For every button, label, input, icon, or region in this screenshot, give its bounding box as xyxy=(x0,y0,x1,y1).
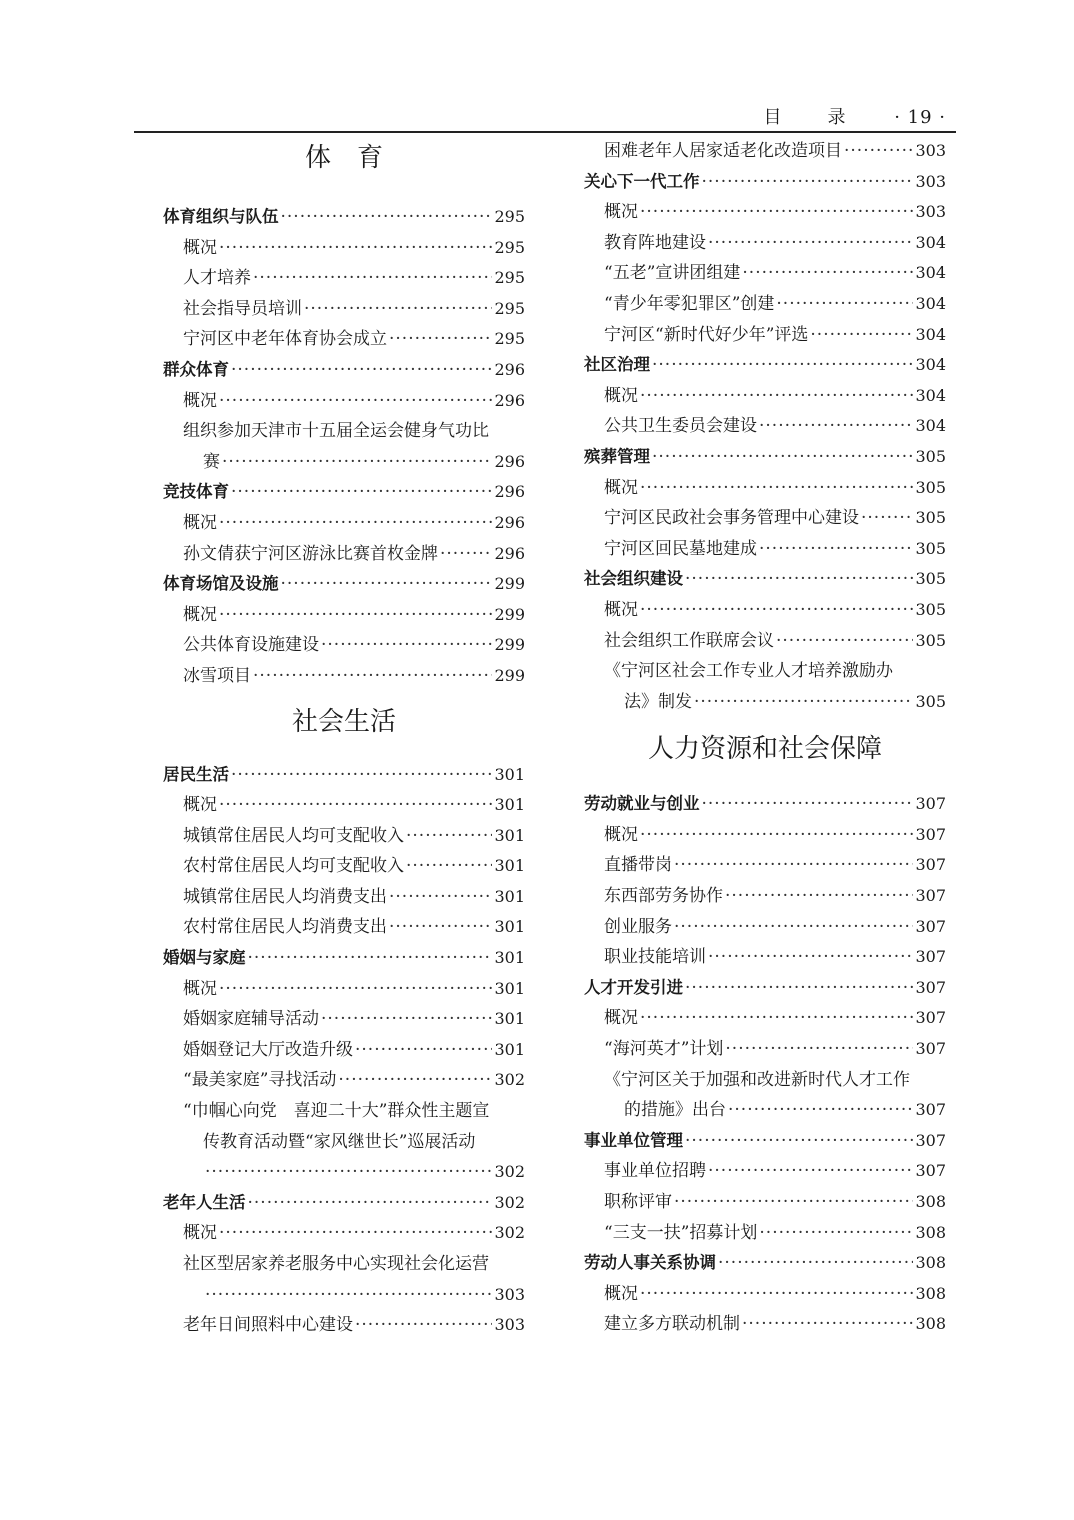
right-column xyxy=(584,136,946,1340)
toc-item[interactable] xyxy=(584,320,946,351)
leader-dots xyxy=(810,320,913,351)
toc-item[interactable] xyxy=(584,881,946,912)
leader-dots xyxy=(759,534,913,565)
entry-title: 殡葬管理 xyxy=(584,446,650,466)
toc-group-heading[interactable] xyxy=(163,569,525,600)
leader-dots xyxy=(406,851,492,882)
leader-dots xyxy=(674,850,913,881)
entry-title: 事业单位招聘 xyxy=(604,1161,706,1182)
entry-page: 305 xyxy=(915,477,946,497)
leader-dots xyxy=(231,477,492,508)
toc-item[interactable] xyxy=(163,1004,525,1035)
toc-item[interactable] xyxy=(584,197,946,228)
leader-dots xyxy=(640,197,913,228)
leader-dots xyxy=(248,1188,493,1219)
entry-title: 概况 xyxy=(604,1283,638,1304)
toc-item[interactable] xyxy=(584,820,946,851)
running-header-title: 目 录 xyxy=(763,107,860,128)
leader-dots xyxy=(389,882,492,913)
section-header xyxy=(163,700,525,760)
toc-group-heading[interactable] xyxy=(163,1188,525,1219)
leader-dots xyxy=(406,821,492,852)
entry-page: 307 xyxy=(915,1100,946,1120)
entry-page: 296 xyxy=(494,512,525,532)
toc-item[interactable] xyxy=(584,228,946,259)
toc-item[interactable] xyxy=(163,790,525,821)
entry-page: 305 xyxy=(915,538,946,558)
toc-item[interactable] xyxy=(163,1035,525,1066)
leader-dots xyxy=(219,1218,492,1249)
entry-title: “三支一扶”招募计划 xyxy=(604,1222,758,1243)
leader-dots xyxy=(702,789,914,820)
toc-item[interactable] xyxy=(163,821,525,852)
toc-group-heading[interactable] xyxy=(584,973,946,1004)
toc-item[interactable] xyxy=(163,1280,525,1311)
leader-dots xyxy=(694,687,913,718)
entry-page: 301 xyxy=(494,1039,525,1059)
entry-page: 301 xyxy=(494,948,525,968)
page-number: · 19 · xyxy=(894,107,946,128)
entry-title: 宁河区“新时代好少年”评选 xyxy=(604,324,809,345)
entry-page: 299 xyxy=(494,635,525,655)
entry-page: 305 xyxy=(915,599,946,619)
entry-page: 304 xyxy=(915,293,946,313)
leader-dots xyxy=(219,233,492,264)
entry-page: 308 xyxy=(915,1314,946,1334)
toc-item[interactable] xyxy=(584,136,946,167)
entry-title: 概况 xyxy=(183,604,217,625)
leader-dots xyxy=(759,411,913,442)
leader-dots xyxy=(718,1248,913,1279)
toc-item[interactable] xyxy=(584,1003,946,1034)
leader-dots xyxy=(389,324,492,355)
toc-group-heading[interactable] xyxy=(163,943,525,974)
toc-item[interactable] xyxy=(163,974,525,1005)
toc-item[interactable] xyxy=(584,687,946,718)
entry-title: 困难老年人居家适老化改造项目 xyxy=(604,141,842,161)
entry-title: 农村常住居民人均可支配收入 xyxy=(183,856,404,877)
toc-item[interactable] xyxy=(163,263,525,294)
toc-item[interactable] xyxy=(163,1157,525,1188)
entry-title: 关心下一代工作 xyxy=(584,171,700,191)
entry-page: 304 xyxy=(915,324,946,344)
section-header xyxy=(163,136,525,202)
toc-item-line: “巾帼心向党 喜迎二十大”群众性主题宣 xyxy=(183,1101,490,1122)
entry-page: 295 xyxy=(494,268,525,288)
leader-dots xyxy=(708,228,913,259)
leader-dots xyxy=(640,1279,913,1310)
leader-dots xyxy=(708,942,913,973)
leader-dots xyxy=(321,630,492,661)
entry-title: 社会组织建设 xyxy=(584,569,683,589)
entry-page: 304 xyxy=(915,385,946,405)
entry-title: 概况 xyxy=(183,978,217,999)
leader-dots xyxy=(222,447,492,478)
entry-title: 社区治理 xyxy=(584,355,650,375)
entry-title: 社会组织工作联席会议 xyxy=(604,630,774,651)
leader-dots xyxy=(389,912,492,943)
entry-page: 301 xyxy=(494,917,525,937)
entry-title: 公共体育设施建设 xyxy=(183,635,319,656)
leader-dots xyxy=(219,508,492,539)
leader-dots xyxy=(742,1309,913,1340)
entry-page: 307 xyxy=(915,977,946,997)
leader-dots xyxy=(708,1156,913,1187)
toc-item[interactable] xyxy=(584,381,946,412)
entry-title: 农村常住居民人均消费支出 xyxy=(183,917,387,938)
entry-page: 296 xyxy=(494,482,525,502)
entry-title: 事业单位管理 xyxy=(584,1130,683,1150)
entry-page: 296 xyxy=(494,390,525,410)
leader-dots xyxy=(674,912,913,943)
leader-dots xyxy=(304,294,492,325)
entry-page: 304 xyxy=(915,355,946,375)
toc-item[interactable] xyxy=(584,912,946,943)
toc-item-line: 《宁河区社会工作专业人才培养激励办 xyxy=(604,661,893,682)
entry-page: 305 xyxy=(915,691,946,711)
entry-page: 302 xyxy=(494,1192,525,1212)
entry-page: 303 xyxy=(915,141,946,160)
entry-page: 304 xyxy=(915,232,946,252)
entry-page: 301 xyxy=(494,764,525,784)
toc-item[interactable] xyxy=(163,1065,525,1096)
entry-title: 群众体育 xyxy=(163,359,229,379)
toc-item-line: 组织参加天津市十五届全运会健身气功比 xyxy=(183,421,489,442)
entry-title: 概况 xyxy=(183,390,217,411)
leader-dots xyxy=(338,1065,492,1096)
entry-page: 299 xyxy=(494,574,525,594)
leader-dots xyxy=(253,263,492,294)
entry-page: 308 xyxy=(915,1192,946,1211)
toc-item[interactable] xyxy=(584,1095,946,1126)
entry-title: 东西部劳务协作 xyxy=(604,886,723,907)
leader-dots xyxy=(219,600,492,631)
leader-dots xyxy=(640,595,913,626)
leader-dots xyxy=(205,1280,492,1311)
entry-title: 婚姻家庭辅导活动 xyxy=(183,1009,319,1030)
toc-group-heading[interactable] xyxy=(584,564,946,595)
entry-title: 概况 xyxy=(183,795,217,816)
toc-item-line: 社区型居家养老服务中心实现社会化运营 xyxy=(183,1254,489,1274)
toc-item-line: 《宁河区关于加强和改进新时代人才工作 xyxy=(604,1069,910,1090)
toc-item[interactable] xyxy=(584,258,946,289)
toc-group-heading[interactable] xyxy=(584,350,946,381)
entry-title: 居民生活 xyxy=(163,764,229,784)
entry-page: 307 xyxy=(915,794,946,814)
entry-title: 宁河区民政社会事务管理中心建设 xyxy=(604,508,859,529)
toc-item[interactable] xyxy=(163,508,525,539)
toc-item[interactable] xyxy=(163,233,525,264)
toc-group-heading[interactable] xyxy=(163,202,525,233)
entry-title: 概况 xyxy=(183,512,217,533)
toc-item-line-cont: 传教育活动暨“家风继世长”巡展活动 xyxy=(203,1131,476,1152)
toc-item[interactable] xyxy=(163,851,525,882)
entry-page: 307 xyxy=(915,1008,946,1028)
entry-title: 概况 xyxy=(604,1008,638,1029)
leader-dots xyxy=(685,564,913,595)
entry-page: 299 xyxy=(494,665,525,685)
entry-page: 301 xyxy=(494,795,525,815)
entry-page: 308 xyxy=(915,1253,946,1273)
toc-group-heading[interactable] xyxy=(163,760,525,791)
entry-page: 307 xyxy=(915,947,946,967)
toc-item[interactable] xyxy=(584,1279,946,1310)
entry-page: 295 xyxy=(494,207,525,226)
entry-page: 303 xyxy=(915,202,946,222)
entry-title: 概况 xyxy=(183,237,217,258)
toc-group-heading[interactable] xyxy=(584,789,946,820)
entry-page: 296 xyxy=(494,359,525,379)
entry-title: 老年日间照料中心建设 xyxy=(183,1315,353,1336)
entry-title: 体育组织与队伍 xyxy=(163,207,279,226)
toc-item[interactable] xyxy=(163,630,525,661)
leader-dots xyxy=(205,1157,492,1188)
entry-title: 竞技体育 xyxy=(163,482,229,502)
toc-item[interactable] xyxy=(584,1034,946,1065)
entry-title: 人才培养 xyxy=(183,268,251,289)
entry-title: 老年人生活 xyxy=(163,1192,246,1212)
leader-dots xyxy=(759,1218,913,1249)
leader-dots xyxy=(231,760,492,791)
entry-page: 295 xyxy=(494,237,525,257)
toc-group-heading[interactable] xyxy=(163,355,525,386)
toc-item[interactable] xyxy=(584,1187,946,1218)
entry-page: 307 xyxy=(915,1039,946,1059)
leader-dots xyxy=(219,790,492,821)
leader-dots xyxy=(640,820,913,851)
entry-page: 303 xyxy=(494,1284,525,1304)
entry-title: 概况 xyxy=(604,202,638,223)
leader-dots xyxy=(702,167,914,198)
entry-page: 304 xyxy=(915,263,946,283)
entry-page: 307 xyxy=(915,916,946,936)
entry-title: “海河英才”计划 xyxy=(604,1039,724,1060)
leader-dots xyxy=(640,473,913,504)
entry-title: 赛 xyxy=(203,451,220,472)
toc-item[interactable] xyxy=(163,539,525,570)
entry-title: 城镇常住居民人均可支配收入 xyxy=(183,825,404,846)
toc-item[interactable] xyxy=(584,626,946,657)
leader-dots xyxy=(776,626,913,657)
entry-page: 301 xyxy=(494,825,525,845)
entry-page: 302 xyxy=(494,1223,525,1243)
toc-item[interactable] xyxy=(163,294,525,325)
leader-dots xyxy=(440,539,492,570)
entry-title: 劳动就业与创业 xyxy=(584,794,700,814)
entry-title: 概况 xyxy=(183,1223,217,1244)
entry-title: 宁河区中老年体育协会成立 xyxy=(183,329,387,350)
entry-title: 孙文倩获宁河区游泳比赛首枚金牌 xyxy=(183,543,438,564)
leader-dots xyxy=(861,503,913,534)
leader-dots xyxy=(640,1003,913,1034)
toc-group-heading[interactable] xyxy=(584,167,946,198)
entry-title: 职称评审 xyxy=(604,1192,672,1212)
leader-dots xyxy=(219,386,492,417)
entry-title: 劳动人事关系协调 xyxy=(584,1253,716,1273)
toc-group-heading[interactable] xyxy=(584,1248,946,1279)
toc-item[interactable] xyxy=(163,386,525,417)
entry-title: 婚姻与家庭 xyxy=(163,948,246,968)
entry-title: 教育阵地建设 xyxy=(604,232,706,253)
entry-page: 305 xyxy=(915,508,946,528)
entry-title: “五老”宣讲团组建 xyxy=(604,263,741,284)
toc-item[interactable] xyxy=(584,1218,946,1249)
entry-title: 体育场馆及设施 xyxy=(163,574,279,594)
entry-page: 305 xyxy=(915,630,946,650)
leader-dots xyxy=(219,974,492,1005)
entry-title: 概况 xyxy=(604,824,638,845)
entry-title: “最美家庭”寻找活动 xyxy=(183,1070,337,1091)
entry-page: 301 xyxy=(494,856,525,876)
leader-dots xyxy=(685,1126,913,1157)
toc-item[interactable] xyxy=(163,447,525,478)
entry-title: 婚姻登记大厅改造升级 xyxy=(183,1039,353,1060)
running-header xyxy=(763,103,946,129)
entry-page: 303 xyxy=(494,1315,525,1335)
entry-page: 295 xyxy=(494,298,525,318)
toc-group-heading[interactable] xyxy=(584,1126,946,1157)
leader-dots xyxy=(281,569,493,600)
entry-title: 宁河区回民墓地建成 xyxy=(604,538,757,559)
toc-group-heading[interactable] xyxy=(584,442,946,473)
leader-dots xyxy=(725,881,913,912)
entry-page: 296 xyxy=(494,451,525,471)
toc-item[interactable] xyxy=(163,882,525,913)
toc-item[interactable] xyxy=(584,942,946,973)
entry-page: 308 xyxy=(915,1222,946,1242)
entry-title: 冰雪项目 xyxy=(183,665,251,686)
toc-item[interactable] xyxy=(584,850,946,881)
entry-title: 的措施》出台 xyxy=(624,1100,726,1121)
toc-item[interactable] xyxy=(163,661,525,692)
entry-page: 307 xyxy=(915,855,946,875)
entry-title: “青少年零犯罪区”创建 xyxy=(604,293,775,314)
leader-dots xyxy=(776,289,913,320)
entry-title: 建立多方联动机制 xyxy=(604,1314,740,1335)
entry-page: 295 xyxy=(494,329,525,349)
leader-dots xyxy=(253,661,492,692)
entry-title: 公共卫生委员会建设 xyxy=(604,416,757,437)
entry-page: 296 xyxy=(494,543,525,563)
entry-page: 302 xyxy=(494,1162,525,1182)
toc-item[interactable] xyxy=(163,600,525,631)
entry-title: 职业技能培训 xyxy=(604,947,706,968)
entry-page: 308 xyxy=(915,1283,946,1303)
entry-title: 概况 xyxy=(604,385,638,406)
leader-dots xyxy=(844,136,913,167)
toc-item[interactable] xyxy=(163,324,525,355)
toc-group-heading[interactable] xyxy=(163,477,525,508)
leader-dots xyxy=(321,1004,492,1035)
leader-dots xyxy=(248,943,493,974)
entry-page: 307 xyxy=(915,1130,946,1150)
toc-item[interactable] xyxy=(163,1310,525,1341)
entry-title: 概况 xyxy=(604,599,638,620)
toc-item[interactable] xyxy=(584,1309,946,1340)
entry-title: 概况 xyxy=(604,477,638,498)
leader-dots xyxy=(281,202,493,233)
entry-title: 直播带岗 xyxy=(604,855,672,876)
leader-dots xyxy=(674,1187,913,1218)
entry-page: 304 xyxy=(915,416,946,436)
entry-title: 人才开发引进 xyxy=(584,977,683,997)
leader-dots xyxy=(231,355,492,386)
entry-page: 303 xyxy=(915,171,946,191)
entry-page: 307 xyxy=(915,824,946,844)
entry-page: 301 xyxy=(494,1009,525,1029)
leader-dots xyxy=(355,1035,492,1066)
leader-dots xyxy=(355,1310,492,1341)
left-column xyxy=(163,136,525,1341)
leader-dots xyxy=(728,1095,913,1126)
toc-item[interactable] xyxy=(163,1218,525,1249)
leader-dots xyxy=(685,973,913,1004)
entry-page: 301 xyxy=(494,978,525,998)
toc-item[interactable] xyxy=(584,289,946,320)
entry-page: 299 xyxy=(494,604,525,624)
leader-dots xyxy=(640,381,913,412)
entry-title: 法》制发 xyxy=(624,691,692,712)
section-title: 人力资源和社会保障 xyxy=(647,734,882,765)
leader-dots xyxy=(652,442,913,473)
entry-title: 城镇常住居民人均消费支出 xyxy=(183,886,387,907)
toc-item[interactable] xyxy=(584,595,946,626)
toc-item[interactable] xyxy=(584,1156,946,1187)
section-title: 体 育 xyxy=(304,143,383,173)
toc-item[interactable] xyxy=(584,411,946,442)
entry-title: 创业服务 xyxy=(604,916,672,937)
entry-title: 社会指导员培训 xyxy=(183,298,302,319)
toc-item[interactable] xyxy=(584,503,946,534)
entry-page: 301 xyxy=(494,886,525,906)
leader-dots xyxy=(652,350,913,381)
section-title: 社会生活 xyxy=(291,706,396,737)
leader-dots xyxy=(725,1034,913,1065)
entry-page: 305 xyxy=(915,446,946,466)
entry-page: 307 xyxy=(915,886,946,906)
entry-page: 305 xyxy=(915,569,946,589)
header-rule xyxy=(134,131,956,133)
section-header xyxy=(584,727,946,789)
toc-item[interactable] xyxy=(163,912,525,943)
toc-item[interactable] xyxy=(584,534,946,565)
entry-page: 307 xyxy=(915,1161,946,1181)
leader-dots xyxy=(742,258,913,289)
toc-item[interactable] xyxy=(584,473,946,504)
entry-page: 302 xyxy=(494,1070,525,1090)
